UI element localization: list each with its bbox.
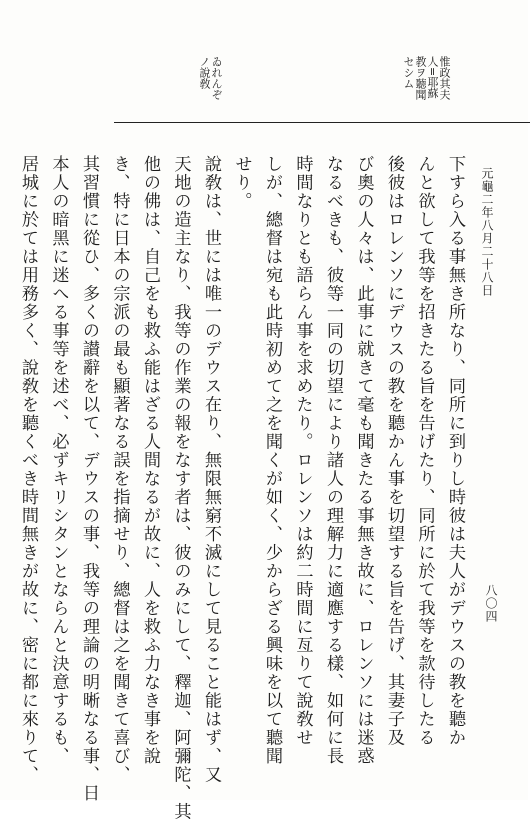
page-number: 八〇四 bbox=[484, 584, 498, 623]
text-column: 後彼はロレンソにデウスの教を聽かん事を切望する旨を告げ、其妻子及 bbox=[384, 155, 404, 747]
head-note-line: ノ說敎 bbox=[198, 56, 211, 89]
head-note-line: セシム bbox=[402, 56, 415, 89]
text-column: 時間なりとも語らん事を求めたり。ロレンソは約二時間に亙りて說敎せ bbox=[292, 155, 313, 747]
text-column: 他の佛は、自己をも救ふ能はざる人間なるが故に、人を救ふ力なき事を說 bbox=[140, 155, 160, 766]
running-head-note-left bbox=[198, 56, 222, 114]
header-rule bbox=[114, 122, 530, 123]
text-column: なるべきも、彼等一同の切望により諸人の理解力に適應する樣、如何に長 bbox=[323, 155, 343, 766]
text-column: き、特に日本の宗派の最も顯著なる誤を指摘せり、總督は之を聞きて喜び、 bbox=[109, 155, 130, 784]
text-column: んと欲して我等を招きたる旨を告げたり、同所に於て我等を款待したる bbox=[414, 155, 435, 747]
head-note-line: 教ヲ聽聞 bbox=[414, 56, 427, 100]
text-column: 本人の暗黑に迷へる事等を述べ、必ずキリシタンとならんと決意するも、 bbox=[48, 155, 69, 766]
text-column: しが、總督は宛も此時初めて之を聞くが如く、少からざる興味を以て聽聞 bbox=[262, 155, 282, 766]
text-column: び奧の人々は、此事に就きて毫も聞きたる事無き故に、ロレンソには迷惑 bbox=[353, 155, 374, 766]
body-text bbox=[18, 155, 470, 821]
text-column: せり。 bbox=[231, 155, 252, 211]
text-column: 其習慣に從ひ、多くの讃辭を以て、デウスの事、我等の理論の明晰なる事、日 bbox=[79, 155, 99, 803]
head-note-line: ゐれんぞ bbox=[210, 56, 223, 100]
head-note-line: 惟政其夫 bbox=[438, 56, 451, 100]
text-column: 居城に於ては用務多く、說敎を聽くべき時間無きが故に、密に都に來りて、 bbox=[18, 155, 38, 784]
running-head-note bbox=[402, 56, 450, 114]
text-column: 天地の造主なり、我等の作業の報をなす者は、彼のみにして、釋迦、阿彌陀、其 bbox=[170, 155, 191, 821]
head-note-line: 人=耶蘇 bbox=[426, 56, 439, 99]
date-heading: 元龜二年八月二十八日 bbox=[480, 167, 494, 297]
text-column: 下すら入る事無き所なり、同所に到りし時彼は夫人がデウスの教を聽か bbox=[445, 155, 465, 747]
text-column: 說敎は、世には唯一のデウス在り、無限無窮不滅にして見ること能はず、又 bbox=[201, 155, 221, 784]
